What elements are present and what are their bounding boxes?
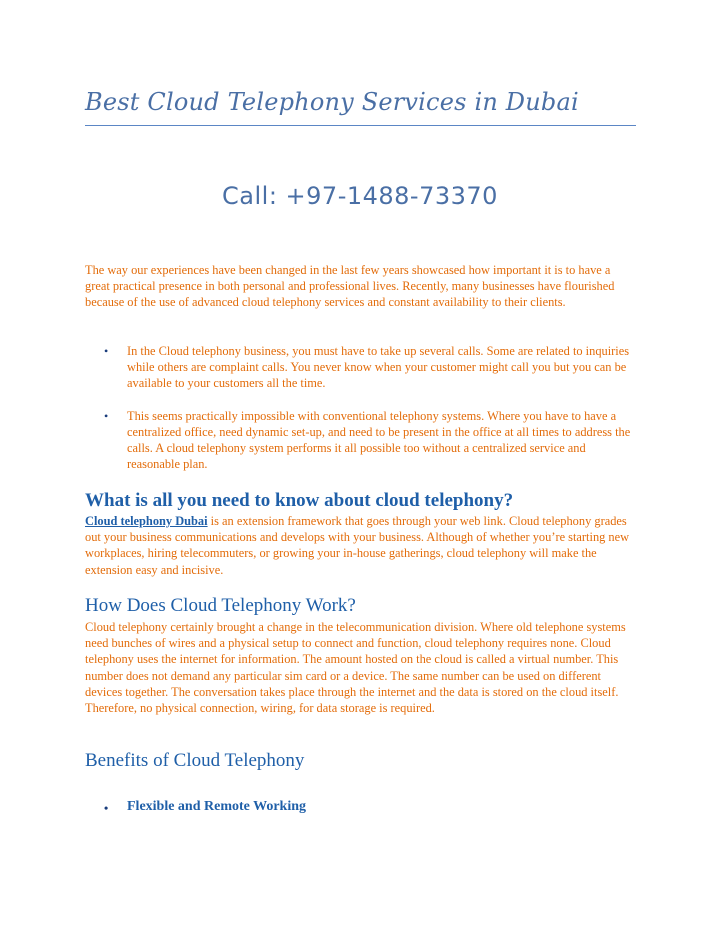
section-paragraph-how-it-works: Cloud telephony certainly brought a change in the telecommunication division. Where old telephone systems need bunches of wires and a physical setup to connect and function, cloud telephony requires none. Cloud telephony uses the internet for information. The amount hosted on the cloud is called a virtual number. This number does not demand any particular sim card or a device. The same number can be used on different devices together. The conversation takes place through the internet and the data is stored on the cloud itself. Therefore, no physical connection, wiring, for data storage is required. <box>85 620 626 716</box>
list-item <box>85 408 635 473</box>
bullet-icon: • <box>104 801 109 815</box>
bullet-text: In the Cloud telephony business, you must have to take up several calls. Some are related to inquiries while others are complaint calls. You never know when your customer might call you but you can be available to your customers all the time. <box>127 344 630 391</box>
section-text: is an extension framework that goes through your web link. Cloud telephony grades out your business communications and develops with your business. Although of whether you’re starting new workplaces, hiring telecommuters, or growing your in-house gatherings, cloud telephony will make the extension easy and incisive. <box>85 514 630 577</box>
document-title: Best Cloud Telephony Services in Dubai <box>85 88 579 116</box>
call-number: Call: +97-1488-73370 <box>222 182 498 210</box>
bullet-icon: • <box>104 344 109 358</box>
section-paragraph-what-is <box>85 513 635 578</box>
list-item <box>85 343 635 392</box>
benefits-bullet-list <box>85 798 635 816</box>
intro-bullet-list <box>85 343 635 472</box>
cloud-telephony-dubai-link[interactable]: Cloud telephony Dubai <box>85 514 208 528</box>
bullet-icon: • <box>104 408 109 423</box>
benefit-text: Flexible and Remote Working <box>127 799 307 814</box>
section-heading-how-it-works: How Does Cloud Telephony Work? <box>85 595 356 616</box>
list-item <box>85 798 635 816</box>
bullet-text: This seems practically impossible with conventional telephony systems. Where you have to have a centralized office, need dynamic set-up, and need to be present in the office at all times to address the calls. A cloud telephony system performs it all possible too without a centralized service and reasonable plan. <box>127 408 631 472</box>
intro-paragraph: The way our experiences have been changed in the last few years showcased how important it is to have a great practical presence in both personal and professional lives. Recently, many businesses have flourished because of the use of advanced cloud telephony services and constant availability to their clients. <box>85 263 615 310</box>
section-heading-what-is: What is all you need to know about cloud telephony? <box>85 490 514 511</box>
title-underline <box>85 125 636 126</box>
section-heading-benefits: Benefits of Cloud Telephony <box>85 750 305 771</box>
